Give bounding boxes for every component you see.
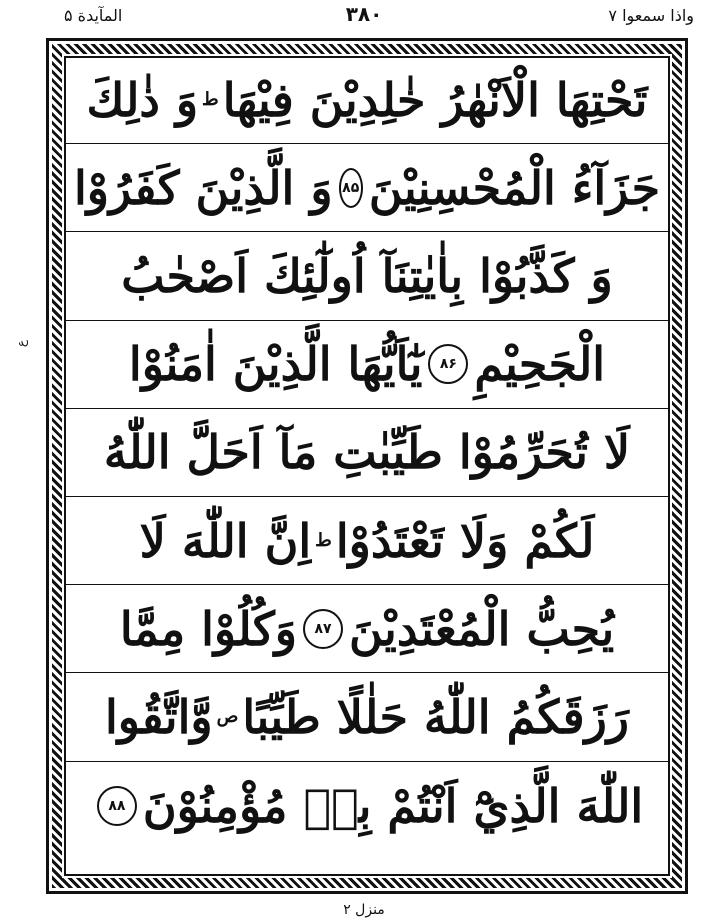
text-line <box>64 762 670 850</box>
line-text: الْجَحِيْمِ <box>474 337 606 392</box>
line-text: جَزَآءُ الْمُحْسِنِيْنَ <box>368 160 660 215</box>
line-text: وَ كَذَّبُوْا بِاٰيٰتِنَآ اُولٰٓئِكَ اَصْحٰبُ <box>121 248 613 303</box>
pause-mark: ط <box>315 529 332 551</box>
pause-mark: ص <box>216 705 239 727</box>
line-text-tail: يٰٓاَيُّهَا الَّذِيْنَ اٰمَنُوْا <box>128 337 423 392</box>
text-line <box>64 56 670 144</box>
manzil-footer: منزل ۲ <box>343 902 385 918</box>
line-text: تَحْتِهَا الْاَنْهٰرُ خٰلِدِيْنَ فِيْهَا <box>222 72 648 127</box>
line-text-tail: اِنَّ اللّٰهَ لَا <box>139 513 312 568</box>
line-text-tail: وَ الَّذِيْنَ كَفَرُوْا <box>74 160 333 215</box>
text-line <box>64 673 670 761</box>
ayah-number-marker: ۸۵ <box>339 168 363 208</box>
text-line <box>64 585 670 673</box>
text-line <box>64 232 670 320</box>
text-line <box>64 144 670 232</box>
line-text: اللّٰهَ الَّذِيْٓ اَنْتُمْ بِهٖ مُؤْمِنُوْنَ <box>142 778 644 833</box>
line-text: لَكُمْ وَلَا تَعْتَدُوْا <box>335 513 595 568</box>
juz-name-header: واذا سمعوا ۷ <box>608 6 694 25</box>
line-text: لَا تُحَرِّمُوْا طَيِّبٰتِ مَآ اَحَلَّ اللّٰهُ <box>103 425 631 480</box>
text-line <box>64 497 670 585</box>
quran-text-block <box>64 56 670 876</box>
text-line <box>64 321 670 409</box>
pause-mark: ط <box>202 88 219 110</box>
line-text-tail: وَ ذٰلِكَ <box>86 72 199 127</box>
ayah-number-marker: ۸۷ <box>303 609 343 649</box>
ayah-number-marker: ۸۸ <box>97 786 137 826</box>
ayah-number-marker: ۸۶ <box>428 344 468 384</box>
line-text: يُحِبُّ الْمُعْتَدِيْنَ <box>349 601 615 656</box>
page-number: ۳۸۰ <box>345 2 383 26</box>
ruku-side-mark: ع <box>14 340 28 348</box>
text-line <box>64 409 670 497</box>
line-text-tail: وَّاتَّقُوا <box>104 689 213 744</box>
surah-name-header: المآیدة ۵ <box>64 6 123 25</box>
line-text: رَزَقَكُمُ اللّٰهُ حَلٰلًا طَيِّبًا <box>242 689 630 744</box>
line-text-tail: وَكُلُوْا مِمَّا <box>119 601 298 656</box>
